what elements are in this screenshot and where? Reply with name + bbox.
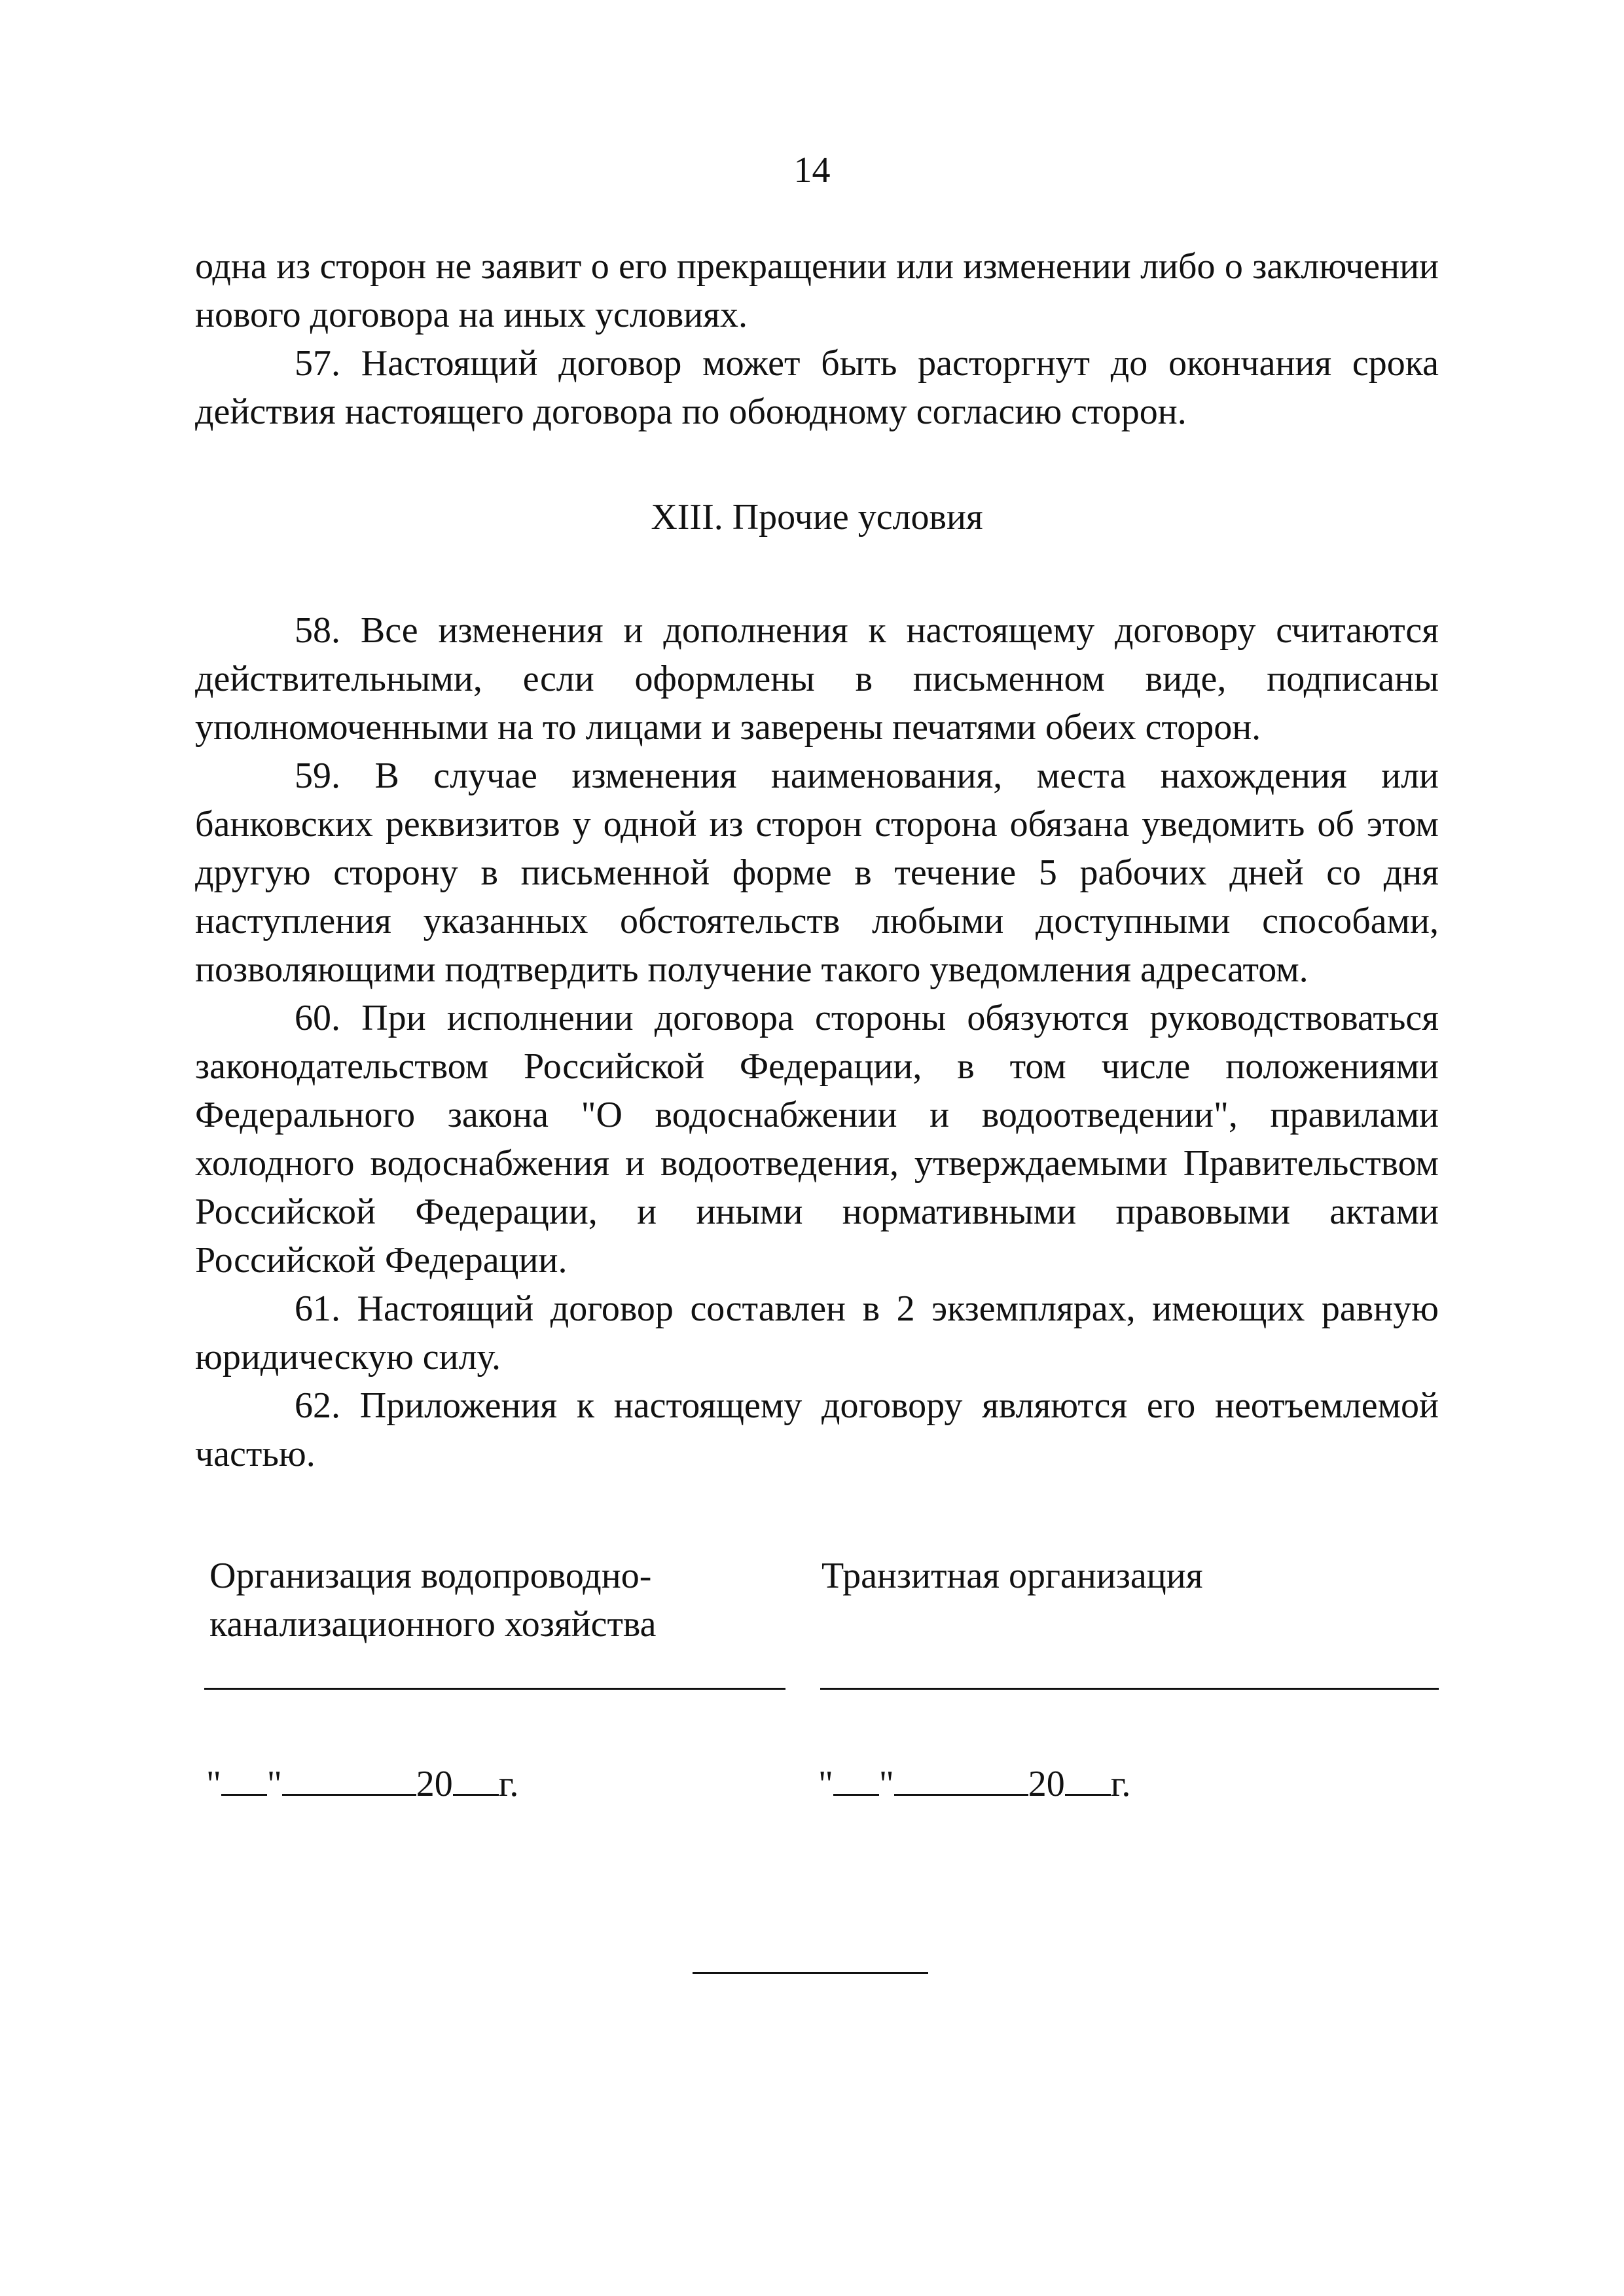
signatory-left-title: Организация водопроводно-канализационного хозяйства	[209, 1556, 657, 1645]
year-blank	[1065, 1762, 1111, 1796]
year-prefix: 20	[416, 1764, 453, 1804]
date-quote-open: "	[206, 1764, 221, 1804]
signature-line-right	[820, 1688, 1439, 1690]
signatory-right-title: Транзитная организация	[821, 1556, 1203, 1596]
day-blank	[833, 1762, 879, 1796]
year-blank	[453, 1762, 499, 1796]
paragraph-59: 59. В случае изменения наименования, места нахождения или банковских реквизитов у одной из сторон сторона обязана уведомить об этом другую сторону в письменной форме в течение 5 рабочих дней со дня наступления указанных обстоятельств любыми доступными способами, позволяющими подтвердить получение такого уведомления адресатом.	[195, 756, 1439, 990]
paragraph-61: 61. Настоящий договор составлен в 2 экземплярах, имеющих равную юридическую силу.	[195, 1288, 1439, 1377]
date-quote-open: "	[818, 1764, 833, 1804]
year-suffix: г.	[498, 1764, 519, 1804]
day-blank	[221, 1762, 267, 1796]
date-line-left	[206, 1762, 518, 1805]
year-prefix: 20	[1028, 1764, 1065, 1804]
section-heading: XIII. Прочие условия	[651, 497, 983, 538]
end-of-document-rule	[693, 1972, 928, 1974]
date-line-right	[818, 1762, 1130, 1805]
signature-left	[206, 1552, 785, 1804]
paragraph-57: 57. Настоящий договор может быть расторгнут до окончания срока действия настоящего договора по обоюдному согласию сторон.	[195, 343, 1439, 432]
paragraph-58: 58. Все изменения и дополнения к настоящему договору считаются действительными, если оформлены в письменном виде, подписаны уполномоченными на то лицами и заверены печатями обеих сторон.	[195, 610, 1439, 748]
paragraph-continuation: одна из сторон не заявит о его прекращении или изменении либо о заключении нового договора на иных условиях.	[195, 246, 1439, 335]
document-body	[195, 242, 1439, 1478]
signature-block	[206, 1552, 1440, 1827]
month-blank	[894, 1762, 1028, 1796]
month-blank	[282, 1762, 416, 1796]
signature-right	[818, 1552, 1440, 1804]
page-number: 14	[793, 150, 831, 191]
date-quote-close: "	[878, 1764, 894, 1804]
paragraph-62: 62. Приложения к настоящему договору являются его неотъемлемой частью.	[195, 1385, 1439, 1474]
year-suffix: г.	[1110, 1764, 1131, 1804]
date-quote-close: "	[266, 1764, 282, 1804]
signature-line-left	[204, 1688, 785, 1690]
paragraph-60: 60. При исполнении договора стороны обязуются руководствоваться законодательством Российской Федерации, в том числе положениями Федерального закона "О водоснабжении и водоотведении", правилами холодного водоснабжения и водоотведения, утверждаемыми Правительством Российской Федерации, и иными нормативными правовыми актами Российской Федерации.	[195, 998, 1439, 1281]
